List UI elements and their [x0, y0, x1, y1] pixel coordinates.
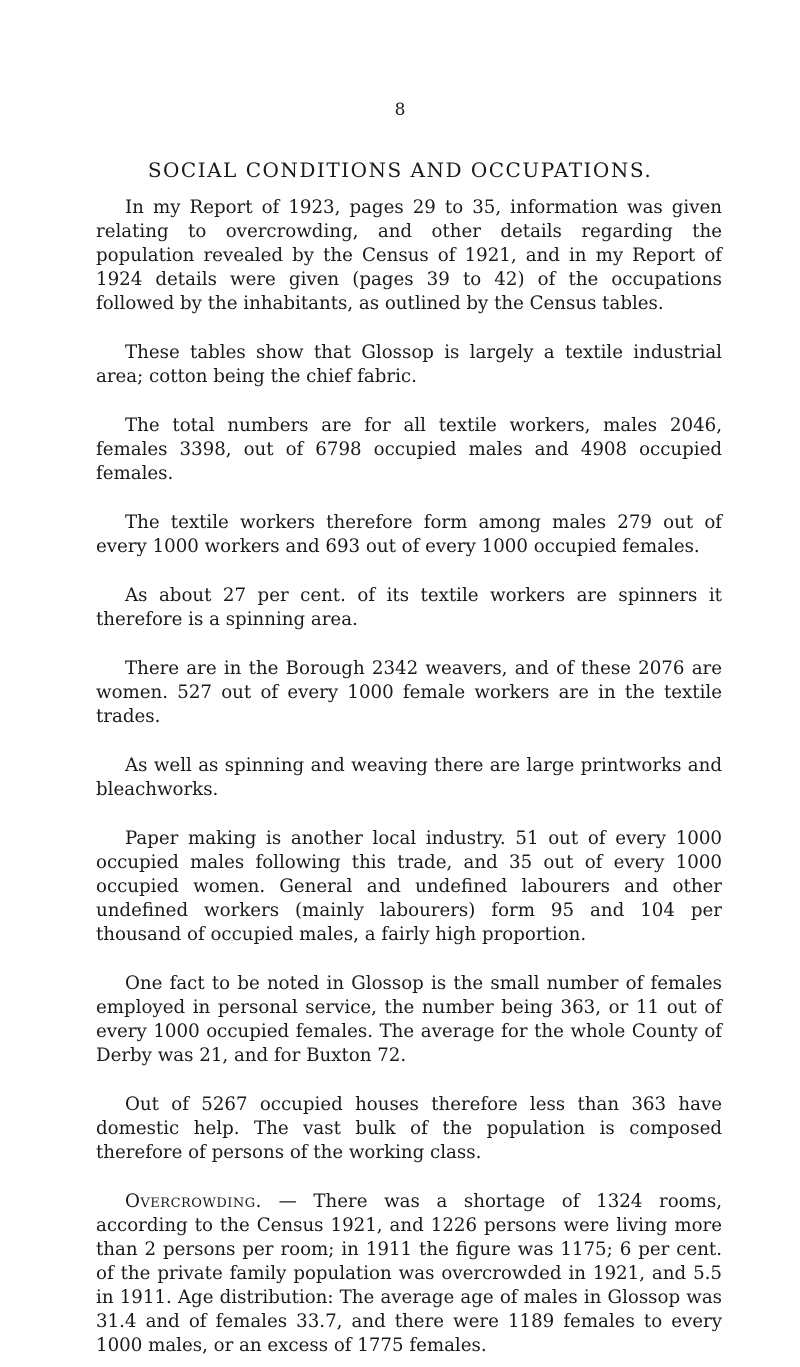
section-title: SOCIAL CONDITIONS AND OCCUPATIONS.	[147, 158, 653, 182]
paragraph-textile-area: These tables show that Glossop is largely a textile industrial area; cotton being the chief fabric.	[96, 342, 722, 387]
page-number: 8	[394, 100, 406, 120]
paragraph-weavers: There are in the Borough 2342 weavers, and of these 2076 are women. 527 out of every 1000 female workers are in the textile trades.	[96, 658, 722, 727]
paragraph-spinning: As about 27 per cent. of its textile workers are spinners it therefore is a spinning area.	[96, 585, 722, 630]
paragraph-domestic-help: Out of 5267 occupied houses therefore less than 363 have domestic help. The vast bulk of the population is composed therefore of persons of the working class.	[96, 1094, 722, 1163]
overcrowding-text: — There was a shortage of 1324 rooms, according to the Census 1921, and 1226 persons were living more than 2 persons per room; in 1911 the figure was 1175; 6 per cent. of the private family population was overcrowded in 1921, and 5.5 in 1911. Age distribution: The average age of males in Glossop was 31.4 and of females 33.7, and there were 1189 females to every 1000 males, or an excess of 1775 females.	[96, 1191, 722, 1356]
paragraph-textile-ratio: The textile workers therefore form among males 279 out of every 1000 workers and 693 out of every 1000 occupied females.	[96, 512, 722, 557]
paragraph-textile-totals: The total numbers are for all textile workers, males 2046, females 3398, out of 6798 occupied males and 4908 occupied females.	[96, 415, 722, 484]
paragraph-printworks: As well as spinning and weaving there are large printworks and bleachworks.	[96, 755, 722, 800]
paragraph-overcrowding	[96, 1190, 722, 1358]
paragraph-personal-service: One fact to be noted in Glossop is the small number of females employed in personal service, the number being 363, or 11 out of every 1000 occupied females. The average for the whole County of Derby was 21, and for Buxton 72.	[96, 973, 722, 1066]
paragraph-paper-making: Paper making is another local industry. 51 out of every 1000 occupied males following this trade, and 35 out of every 1000 occupied women. General and undefined labourers and other undefined workers (mainly labourers) form 95 and 104 per thousand of occupied males, a fairly high proportion.	[96, 828, 722, 945]
overcrowding-heading: Overcrowding.	[125, 1191, 262, 1212]
paragraph-report-history: In my Report of 1923, pages 29 to 35, information was given relating to overcrowding, and other details regarding the population revealed by the Census of 1921, and in my Report of 1924 details were given (pages 39 to 42) of the occupations followed by the inhabitants, as outlined by the Census tables.	[96, 197, 722, 314]
body-text	[96, 196, 722, 1358]
